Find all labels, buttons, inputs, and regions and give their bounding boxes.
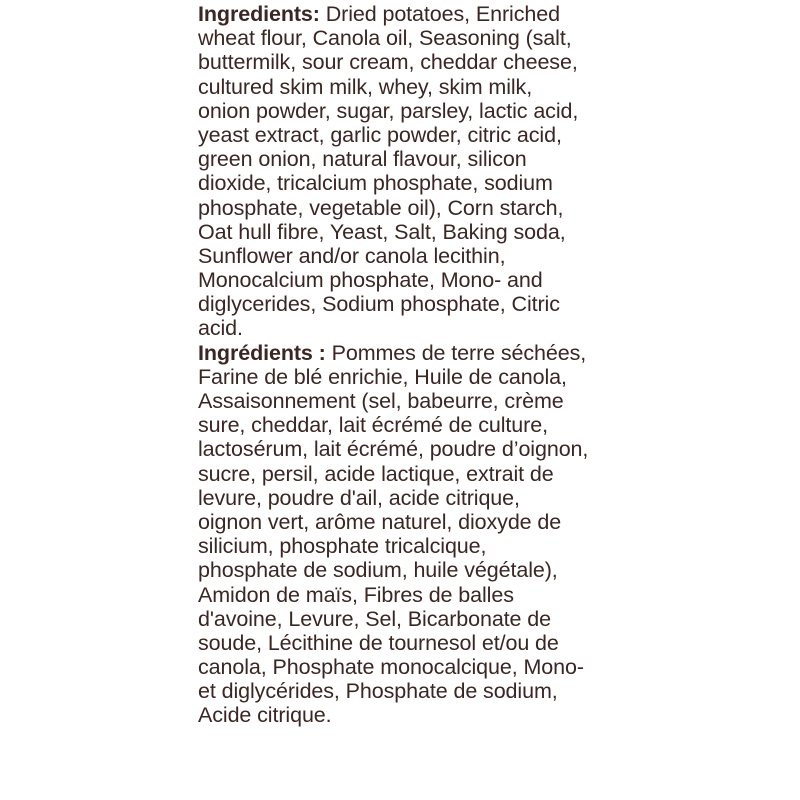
english-line-7: green onion, natural flavour, silicon: [198, 147, 527, 172]
english-line-2: wheat flour, Canola oil, Seasoning (salt,: [198, 26, 572, 51]
french-line-15: et diglycérides, Phosphate de sodium,: [198, 679, 558, 704]
french-line-6: sucre, persil, acide lactique, extrait de: [198, 461, 554, 486]
french-heading: Ingrédients :: [198, 340, 326, 365]
french-text-1: Pommes de terre séchées,: [325, 340, 587, 365]
english-line-13: diglycerides, Sodium phosphate, Citric: [198, 292, 560, 317]
french-line-12: d'avoine, Levure, Sel, Bicarbonate de: [198, 606, 552, 631]
english-line-6: yeast extract, garlic powder, citric acid,: [198, 122, 562, 147]
french-line-4: sure, cheddar, lait écrémé de culture,: [198, 413, 548, 438]
ingredients-label: [198, 0, 628, 800]
english-heading: Ingredients:: [198, 2, 320, 26]
english-line-1: [198, 2, 628, 26]
french-line-13: soude, Lécithine de tournesol et/ou de: [198, 630, 559, 655]
english-line-9: phosphate, vegetable oil), Corn starch,: [198, 195, 564, 220]
french-line-14: canola, Phosphate monocalcique, Mono-: [198, 655, 584, 680]
french-line-7: levure, poudre d'ail, acide citrique,: [198, 485, 520, 510]
english-line-14: acid.: [198, 316, 243, 341]
english-line-5: onion powder, sugar, parsley, lactic acid,: [198, 98, 579, 123]
french-line-9: silicium, phosphate tricalcique,: [198, 534, 487, 559]
english-line-11: Sunflower and/or canola lecithin,: [198, 243, 506, 268]
french-line-11: Amidon de maïs, Fibres de balles: [198, 582, 514, 607]
english-ingredients: [198, 2, 628, 341]
french-line-1: [198, 341, 628, 365]
french-ingredients: [198, 341, 628, 728]
english-line-3: buttermilk, sour cream, cheddar cheese,: [198, 50, 578, 75]
english-line-10: Oat hull fibre, Yeast, Salt, Baking soda,: [198, 219, 566, 244]
english-line-8: dioxide, tricalcium phosphate, sodium: [198, 171, 553, 196]
english-line-4: cultured skim milk, whey, skim milk,: [198, 74, 533, 99]
french-line-10: phosphate de sodium, huile végétale),: [198, 558, 558, 583]
french-line-3: Assaisonnement (sel, babeurre, crème: [198, 389, 564, 413]
french-line-2: Farine de blé enrichie, Huile de canola,: [198, 364, 567, 389]
french-line-16: Acide citrique.: [198, 703, 332, 728]
french-line-8: oignon vert, arôme naturel, dioxyde de: [198, 509, 562, 534]
french-line-5: lactosérum, lait écrémé, poudre d’oignon,: [198, 437, 589, 462]
english-line-12: Monocalcium phosphate, Mono- and: [198, 268, 543, 293]
english-text-1: Dried potatoes, Enriched: [319, 2, 560, 26]
